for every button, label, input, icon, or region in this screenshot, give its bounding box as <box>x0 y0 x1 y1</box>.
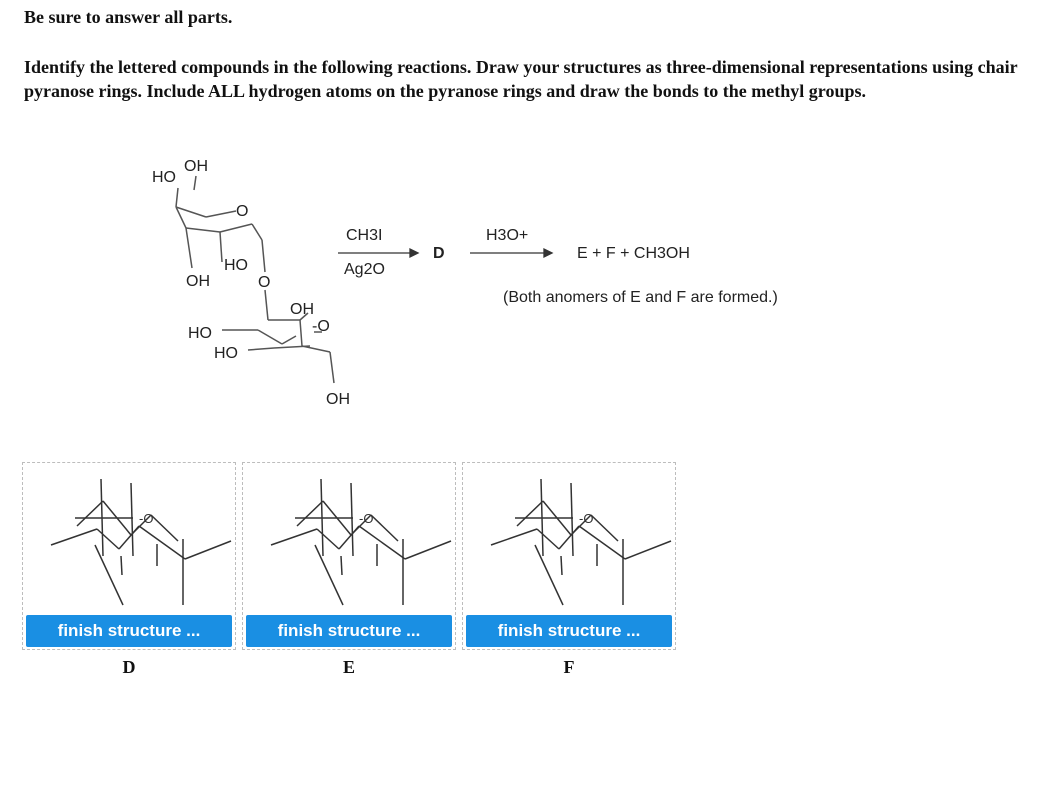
arrow-1-head <box>410 249 418 257</box>
product-d-label: D <box>433 245 445 262</box>
arrow-2-head <box>544 249 552 257</box>
label-ho-lower1: HO <box>188 325 212 342</box>
finish-structure-button-e[interactable]: finish structure ... <box>246 615 452 647</box>
label-ho-lower2: HO <box>214 345 238 362</box>
products-e-f-ch3oh: E + F + CH3OH <box>577 245 690 262</box>
label-oh-bottom: OH <box>326 391 350 408</box>
answer-panel-f <box>462 462 676 650</box>
label-ho-top-left: HO <box>152 169 176 186</box>
answer-label-d: D <box>122 657 136 677</box>
chair-template-d <box>23 463 235 613</box>
label-oh-mid-left: OH <box>186 273 210 290</box>
answer-label-e: E <box>342 657 355 677</box>
reagent-ag2o: Ag2O <box>344 261 385 278</box>
finish-structure-button-f[interactable]: finish structure ... <box>466 615 672 647</box>
label-oh-top: OH <box>184 158 208 175</box>
reagent-ch3i: CH3I <box>346 227 383 244</box>
chair-template-f <box>463 463 675 613</box>
answer-panel-e <box>242 462 456 650</box>
answer-panel-d <box>22 462 236 650</box>
answer-label-f: F <box>563 657 575 677</box>
label-ho-mid: HO <box>224 257 248 274</box>
label-ring-o-top: O <box>236 203 249 220</box>
ring-o-label-d: -O <box>139 511 154 526</box>
anomer-note: (Both anomers of E and F are formed.) <box>503 289 778 306</box>
label-ring-o-lower: -O <box>312 318 330 335</box>
ring-o-label-e: -O <box>359 511 374 526</box>
label-glyco-o: O <box>258 274 271 291</box>
chair-template-e <box>243 463 455 613</box>
instruction-all-parts: Be sure to answer all parts. <box>24 7 233 27</box>
finish-structure-button-d[interactable]: finish structure ... <box>26 615 232 647</box>
instruction-question: Identify the lettered compounds in the following reactions. Draw your structures as three-dimensional representations using chair pyranose rings. Include ALL hydrogen atoms on the pyranose rings and draw the bonds to the methyl groups. <box>24 57 1018 101</box>
reagent-h3o: H3O+ <box>486 227 529 244</box>
ring-o-label-f: -O <box>579 511 594 526</box>
label-oh-lower: OH <box>290 301 314 318</box>
